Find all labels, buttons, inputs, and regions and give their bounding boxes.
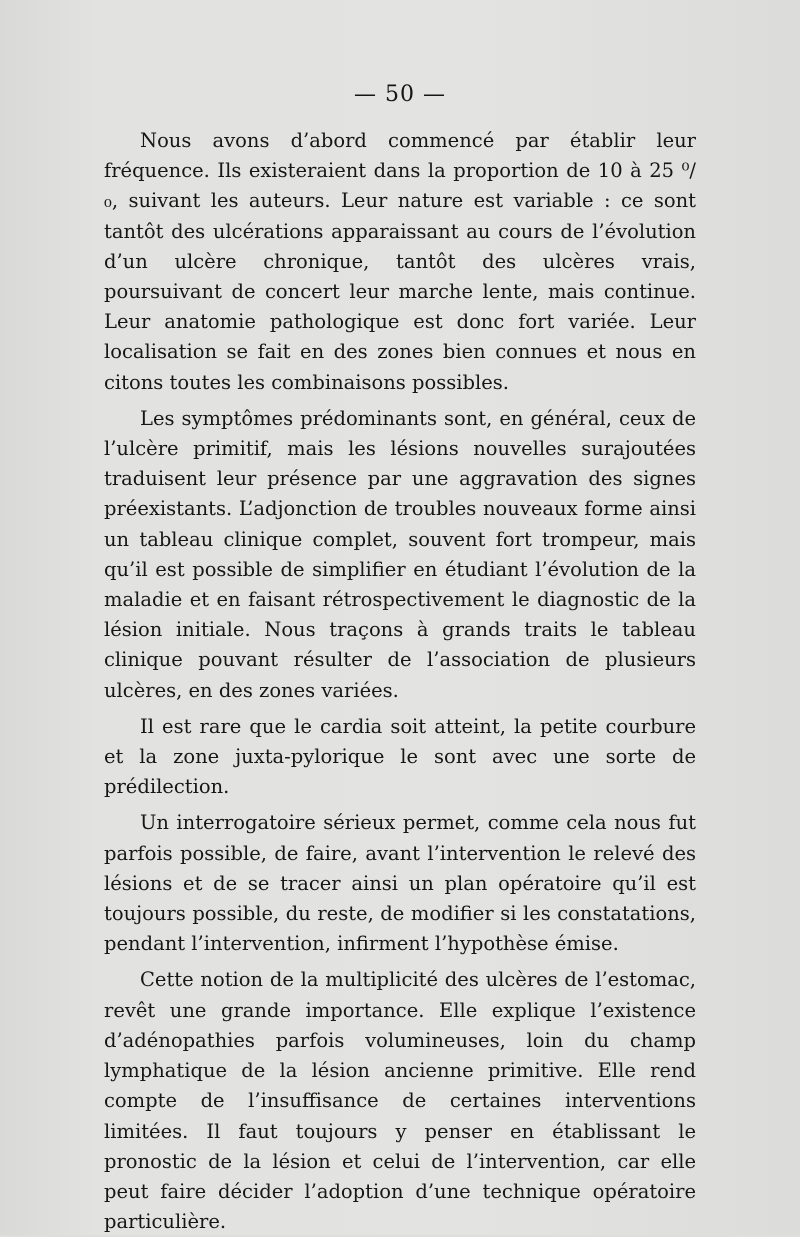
- paragraph-3: Il est rare que le cardia soit atteint, la petite courbure et la zone juxta-pylorique le sont avec une sorte de prédilection.: [104, 714, 696, 799]
- paragraph-1: Nous avons d’abord commencé par établir leur fréquence. Ils existeraient dans la proportion de 10 à 25 ⁰/₀, suivant les auteurs. Leur nature est variable : ce sont tantôt des ulcérations apparaissant au cours de l’évolution d’un ulcère chronique, tantôt des ulcères vrais, poursuivant de concert leur marche lente, mais continue. Leur anatomie pathologique est donc fort variée. Leur localisation se fait en des zones bien connues et nous en citons toutes les combinaisons possibles.: [104, 129, 696, 394]
- paragraph-2: Les symptômes prédominants sont, en général, ceux de l’ulcère primitif, mais les lésions nouvelles surajoutées traduisent leur présence par une aggravation des signes préexistants. L’adjonction de troubles nouveaux forme ainsi un tableau clinique complet, souvent fort trompeur, mais qu’il est possible de simplifier en étudiant l’évolution de la maladie et en faisant rétrospectivement le diagnostic de la lésion initiale. Nous traçons à grands traits le tableau clinique pouvant résulter de l’association de plusieurs ulcères, en des zones variées.: [104, 406, 696, 702]
- paragraph-5: Cette notion de la multiplicité des ulcères de l’estomac, revêt une grande importance. Elle explique l’existence d’adénopathies parfois volumineuses, loin du champ lymphatique de la lésion ancienne primitive. Elle rend compte de l’insuffisance de certaines interventions limitées. Il faut toujours y penser en établissant le pronostic de la lésion et celui de l’intervention, car elle peut faire décider l’adoption d’une technique opératoire particulière.: [104, 968, 696, 1234]
- page-number: — 50 —: [354, 82, 446, 107]
- page-body: [104, 126, 696, 1237]
- paragraph-4: Un interrogatoire sérieux permet, comme cela nous fut parfois possible, de faire, avant l’intervention le relevé des lésions et de se tracer ainsi un plan opératoire qu’il est toujours possible, du reste, de modifier si les constatations, pendant l’intervention, infirment l’hypothèse émise.: [104, 811, 696, 956]
